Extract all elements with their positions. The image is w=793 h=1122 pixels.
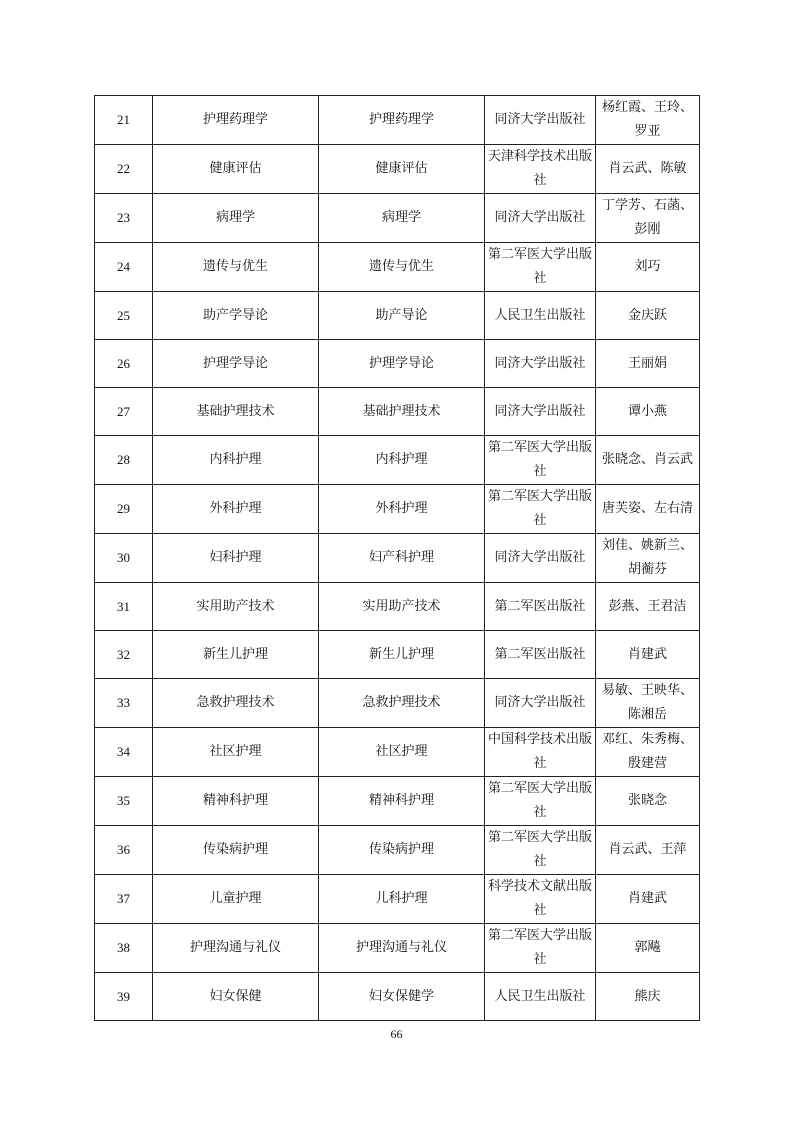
table-row	[95, 583, 700, 631]
authors-cell: 郭飚	[596, 924, 700, 973]
row-number-cell: 29	[95, 485, 153, 534]
course-name-cell: 护理学导论	[153, 340, 319, 388]
row-number-cell: 26	[95, 340, 153, 388]
table-row	[95, 534, 700, 583]
textbook-name-cell: 精神科护理	[319, 777, 485, 826]
publisher-cell: 第二军医出版社	[485, 583, 596, 631]
table-row	[95, 728, 700, 777]
table-row	[95, 777, 700, 826]
textbook-name-cell: 病理学	[319, 194, 485, 243]
row-number-cell: 35	[95, 777, 153, 826]
authors-cell: 易敏、王映华、陈湘岳	[596, 679, 700, 728]
publisher-cell: 同济大学出版社	[485, 388, 596, 436]
authors-cell: 刘佳、姚新兰、胡蘅芬	[596, 534, 700, 583]
row-number-cell: 32	[95, 631, 153, 679]
course-name-cell: 遗传与优生	[153, 243, 319, 292]
row-number-cell: 21	[95, 96, 153, 145]
textbook-name-cell: 内科护理	[319, 436, 485, 485]
textbook-name-cell: 护理学导论	[319, 340, 485, 388]
course-name-cell: 健康评估	[153, 145, 319, 194]
table-row	[95, 145, 700, 194]
publisher-cell: 中国科学技术出版社	[485, 728, 596, 777]
textbook-name-cell: 护理药理学	[319, 96, 485, 145]
textbook-name-cell: 传染病护理	[319, 826, 485, 875]
publisher-cell: 第二军医大学出版社	[485, 485, 596, 534]
row-number-cell: 28	[95, 436, 153, 485]
course-name-cell: 儿童护理	[153, 875, 319, 924]
textbook-name-cell: 护理沟通与礼仪	[319, 924, 485, 973]
publisher-cell: 第二军医大学出版社	[485, 924, 596, 973]
textbook-name-cell: 实用助产技术	[319, 583, 485, 631]
row-number-cell: 22	[95, 145, 153, 194]
table-row	[95, 631, 700, 679]
publisher-cell: 同济大学出版社	[485, 679, 596, 728]
publisher-cell: 第二军医大学出版社	[485, 436, 596, 485]
table-row	[95, 194, 700, 243]
table-row	[95, 924, 700, 973]
textbook-name-cell: 助产导论	[319, 292, 485, 340]
course-name-cell: 病理学	[153, 194, 319, 243]
table-row	[95, 436, 700, 485]
authors-cell: 谭小燕	[596, 388, 700, 436]
row-number-cell: 33	[95, 679, 153, 728]
authors-cell: 丁学芳、石菡、彭刚	[596, 194, 700, 243]
textbook-name-cell: 基础护理技术	[319, 388, 485, 436]
textbook-name-cell: 急救护理技术	[319, 679, 485, 728]
page-number: 66	[390, 1027, 403, 1041]
authors-cell: 肖云武、陈敏	[596, 145, 700, 194]
table-row	[95, 826, 700, 875]
publisher-cell: 第二军医大学出版社	[485, 243, 596, 292]
row-number-cell: 38	[95, 924, 153, 973]
course-name-cell: 实用助产技术	[153, 583, 319, 631]
publisher-cell: 科学技术文献出版社	[485, 875, 596, 924]
authors-cell: 杨红霞、王玲、罗亚	[596, 96, 700, 145]
authors-cell: 邓红、朱秀梅、殷建营	[596, 728, 700, 777]
authors-cell: 肖建武	[596, 875, 700, 924]
row-number-cell: 23	[95, 194, 153, 243]
authors-cell: 王丽娟	[596, 340, 700, 388]
textbook-table	[94, 95, 700, 1021]
row-number-cell: 37	[95, 875, 153, 924]
row-number-cell: 30	[95, 534, 153, 583]
table-body	[95, 96, 700, 1021]
publisher-cell: 第二军医出版社	[485, 631, 596, 679]
table-row	[95, 388, 700, 436]
publisher-cell: 人民卫生出版社	[485, 973, 596, 1021]
authors-cell: 张晓念	[596, 777, 700, 826]
course-name-cell: 内科护理	[153, 436, 319, 485]
table-row	[95, 340, 700, 388]
course-name-cell: 妇科护理	[153, 534, 319, 583]
row-number-cell: 39	[95, 973, 153, 1021]
publisher-cell: 第二军医大学出版社	[485, 777, 596, 826]
textbook-name-cell: 健康评估	[319, 145, 485, 194]
course-name-cell: 妇女保健	[153, 973, 319, 1021]
course-name-cell: 外科护理	[153, 485, 319, 534]
authors-cell: 张晓念、肖云武	[596, 436, 700, 485]
publisher-cell: 人民卫生出版社	[485, 292, 596, 340]
authors-cell: 熊庆	[596, 973, 700, 1021]
textbook-name-cell: 儿科护理	[319, 875, 485, 924]
authors-cell: 彭燕、王君洁	[596, 583, 700, 631]
textbook-name-cell: 妇产科护理	[319, 534, 485, 583]
textbook-name-cell: 外科护理	[319, 485, 485, 534]
table-row	[95, 679, 700, 728]
row-number-cell: 27	[95, 388, 153, 436]
authors-cell: 肖云武、王萍	[596, 826, 700, 875]
table-row	[95, 292, 700, 340]
table-row	[95, 973, 700, 1021]
textbook-name-cell: 遗传与优生	[319, 243, 485, 292]
course-name-cell: 新生儿护理	[153, 631, 319, 679]
publisher-cell: 同济大学出版社	[485, 96, 596, 145]
course-name-cell: 护理沟通与礼仪	[153, 924, 319, 973]
authors-cell: 唐芙姿、左右清	[596, 485, 700, 534]
textbook-name-cell: 社区护理	[319, 728, 485, 777]
table-row	[95, 96, 700, 145]
publisher-cell: 同济大学出版社	[485, 534, 596, 583]
publisher-cell: 同济大学出版社	[485, 194, 596, 243]
row-number-cell: 25	[95, 292, 153, 340]
textbook-name-cell: 妇女保健学	[319, 973, 485, 1021]
authors-cell: 肖建武	[596, 631, 700, 679]
course-name-cell: 急救护理技术	[153, 679, 319, 728]
row-number-cell: 34	[95, 728, 153, 777]
row-number-cell: 31	[95, 583, 153, 631]
course-name-cell: 助产学导论	[153, 292, 319, 340]
row-number-cell: 24	[95, 243, 153, 292]
textbook-name-cell: 新生儿护理	[319, 631, 485, 679]
course-name-cell: 精神科护理	[153, 777, 319, 826]
authors-cell: 金庆跃	[596, 292, 700, 340]
course-name-cell: 社区护理	[153, 728, 319, 777]
table-row	[95, 485, 700, 534]
course-name-cell: 护理药理学	[153, 96, 319, 145]
authors-cell: 刘巧	[596, 243, 700, 292]
publisher-cell: 同济大学出版社	[485, 340, 596, 388]
publisher-cell: 第二军医大学出版社	[485, 826, 596, 875]
course-name-cell: 传染病护理	[153, 826, 319, 875]
table-row	[95, 875, 700, 924]
row-number-cell: 36	[95, 826, 153, 875]
table-row	[95, 243, 700, 292]
publisher-cell: 天津科学技术出版社	[485, 145, 596, 194]
course-name-cell: 基础护理技术	[153, 388, 319, 436]
